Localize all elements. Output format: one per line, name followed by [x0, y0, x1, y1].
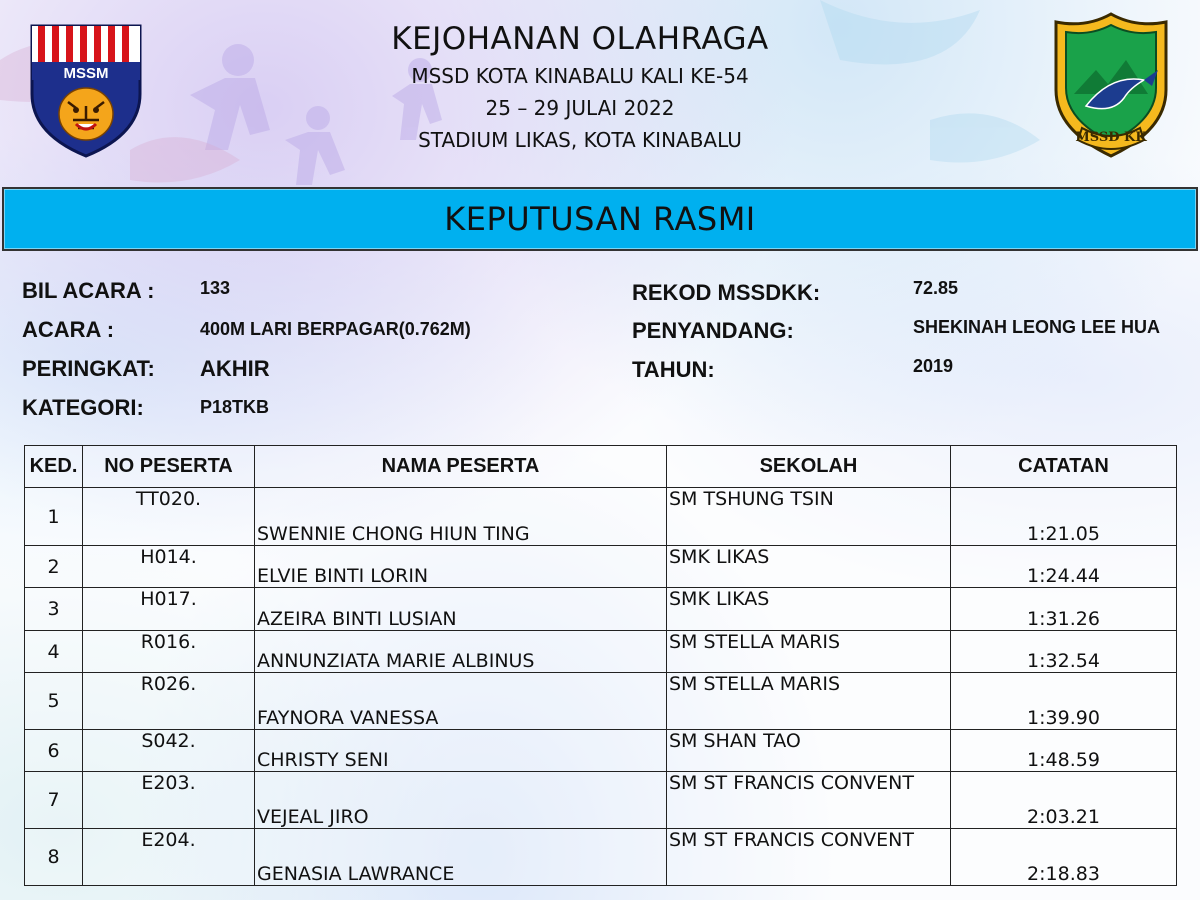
event-dates: 25 – 29 JULAI 2022: [485, 96, 675, 120]
row-position: 2: [25, 546, 83, 588]
row-participant-name: SWENNIE CHONG HIUN TING: [255, 488, 667, 546]
mssd-kk-shield-logo: [1046, 10, 1176, 160]
header-position: KED.: [25, 446, 83, 488]
peringkat-value: AKHIR: [200, 356, 270, 381]
table-row: [25, 829, 1177, 886]
row-school: SMK LIKAS: [667, 588, 951, 631]
row-time: 1:31.26: [951, 588, 1177, 631]
table-row: [25, 730, 1177, 772]
table-row: [25, 546, 1177, 588]
rekod-value: 72.85: [913, 278, 959, 298]
row-participant-no: S042.: [83, 730, 255, 772]
kategori-value: P18TKB: [200, 397, 270, 417]
row-position: 5: [25, 673, 83, 730]
row-school: SM ST FRANCIS CONVENT: [667, 829, 951, 886]
row-position: 3: [25, 588, 83, 631]
table-row: [25, 673, 1177, 730]
tahun-label: TAHUN:: [632, 357, 715, 382]
row-position: 7: [25, 772, 83, 829]
acara-label: ACARA :: [22, 317, 115, 342]
table-header-row: [25, 446, 1177, 488]
row-participant-no: H014.: [83, 546, 255, 588]
row-participant-no: E204.: [83, 829, 255, 886]
row-time: 1:32.54: [951, 631, 1177, 673]
header-participant-name: NAMA PESERTA: [255, 446, 667, 488]
row-participant-name: GENASIA LAWRANCE: [255, 829, 667, 886]
bil-acara-value: 133: [200, 278, 231, 298]
row-school: SM STELLA MARIS: [667, 673, 951, 730]
event-edition: MSSD KOTA KINABALU KALI KE-54: [411, 64, 749, 88]
mssd-kk-logo-text: MSSD KK: [1075, 130, 1147, 145]
table-row: [25, 488, 1177, 546]
penyandang-value: SHEKINAH LEONG LEE HUA: [913, 317, 1161, 337]
event-header: [330, 18, 830, 156]
row-time: 2:18.83: [951, 829, 1177, 886]
row-participant-name: FAYNORA VANESSA: [255, 673, 667, 730]
table-row: [25, 588, 1177, 631]
table-row: [25, 631, 1177, 673]
row-position: 4: [25, 631, 83, 673]
row-participant-no: H017.: [83, 588, 255, 631]
row-participant-name: ELVIE BINTI LORIN: [255, 546, 667, 588]
results-table: [24, 445, 1177, 886]
tahun-value: 2019: [913, 356, 954, 376]
row-school: SM SHAN TAO: [667, 730, 951, 772]
peringkat-label: PERINGKAT:: [22, 356, 155, 381]
row-participant-name: VEJEAL JIRO: [255, 772, 667, 829]
kategori-label: KATEGORI:: [22, 395, 144, 420]
row-time: 1:48.59: [951, 730, 1177, 772]
row-participant-name: AZEIRA BINTI LUSIAN: [255, 588, 667, 631]
header-record: CATATAN: [951, 446, 1177, 488]
row-time: 1:24.44: [951, 546, 1177, 588]
row-time: 1:21.05: [951, 488, 1177, 546]
row-participant-name: CHRISTY SENI: [255, 730, 667, 772]
row-participant-no: R026.: [83, 673, 255, 730]
row-school: SM STELLA MARIS: [667, 631, 951, 673]
mssm-logo-text: MSSM: [63, 65, 109, 82]
row-participant-no: TT020.: [83, 488, 255, 546]
row-participant-no: E203.: [83, 772, 255, 829]
row-participant-no: R016.: [83, 631, 255, 673]
row-position: 8: [25, 829, 83, 886]
row-school: SM ST FRANCIS CONVENT: [667, 772, 951, 829]
row-position: 1: [25, 488, 83, 546]
row-school: SM TSHUNG TSIN: [667, 488, 951, 546]
official-results-banner: [2, 187, 1198, 251]
event-title: KEJOHANAN OLAHRAGA: [391, 21, 769, 57]
header-participant-no: NO PESERTA: [83, 446, 255, 488]
bil-acara-label: BIL ACARA :: [22, 278, 155, 303]
rekod-label: REKOD MSSDKK:: [632, 280, 821, 305]
row-participant-name: ANNUNZIATA MARIE ALBINUS: [255, 631, 667, 673]
row-position: 6: [25, 730, 83, 772]
banner-title: KEPUTUSAN RASMI: [444, 200, 756, 238]
row-time: 2:03.21: [951, 772, 1177, 829]
acara-value: 400M LARI BERPAGAR(0.762M): [200, 319, 471, 339]
penyandang-label: PENYANDANG:: [632, 318, 794, 343]
header-school: SEKOLAH: [667, 446, 951, 488]
row-time: 1:39.90: [951, 673, 1177, 730]
event-venue: STADIUM LIKAS, KOTA KINABALU: [418, 128, 742, 152]
mssm-shield-logo: [26, 22, 146, 160]
row-school: SMK LIKAS: [667, 546, 951, 588]
table-row: [25, 772, 1177, 829]
